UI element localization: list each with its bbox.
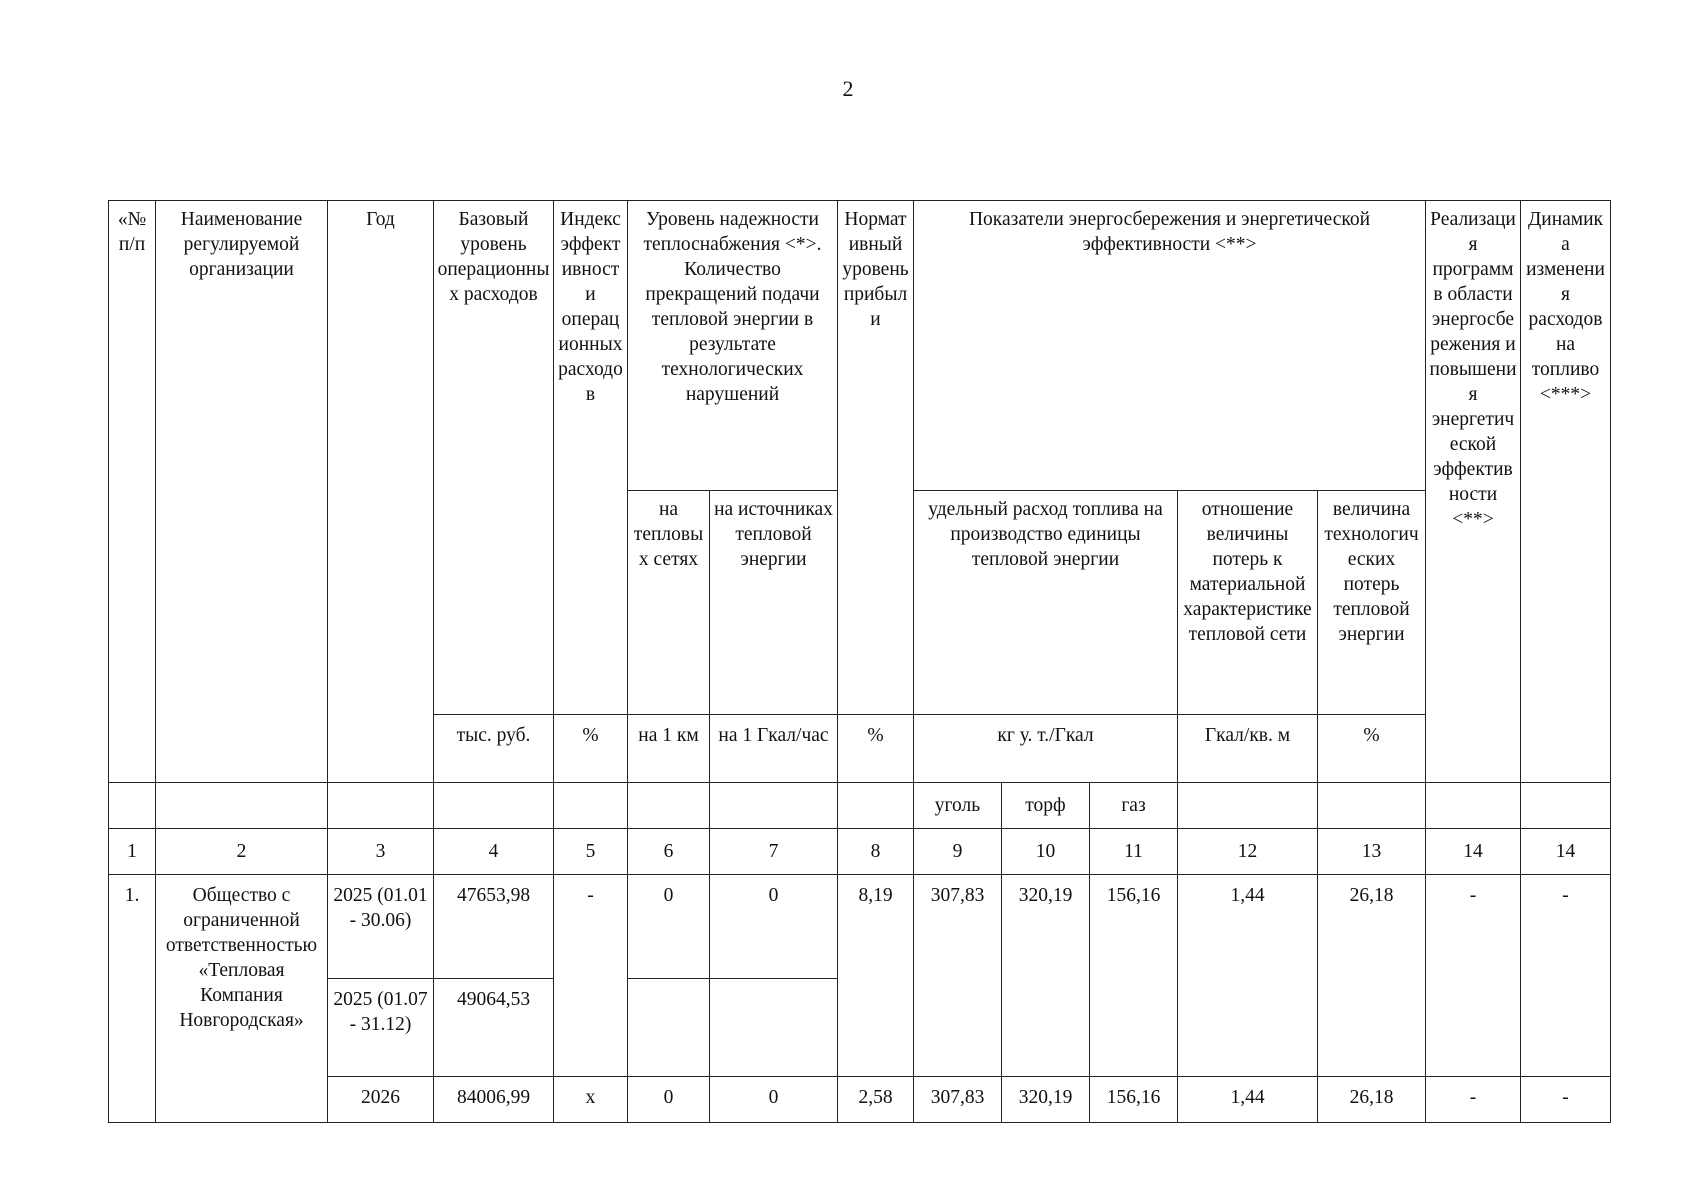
column-number: 6: [628, 829, 710, 875]
header-year: Год: [328, 201, 434, 783]
column-number: 8: [838, 829, 914, 875]
row-number: 1.: [109, 875, 156, 1123]
fuel-peat-2025: 320,19: [1002, 875, 1090, 1077]
column-number: 2: [156, 829, 328, 875]
header-energy-saving: Показатели энергосбережения и энергетической эффективности <**>: [914, 201, 1426, 491]
empty-cell: [1426, 783, 1521, 829]
empty-cell: [710, 783, 838, 829]
base-opex-2026: 84006,99: [434, 1077, 554, 1123]
empty-cell: [328, 783, 434, 829]
base-opex-period-2: 49064,53: [434, 979, 554, 1077]
empty-cell: [628, 979, 710, 1077]
header-row-number: «№ п/п: [109, 201, 156, 783]
fuel-dynamics-2026: -: [1521, 1077, 1611, 1123]
header-reliability-level: Уровень надежности теплоснабжения <*>. Количество прекращений подачи тепловой энергии в результате технологических нарушений: [628, 201, 838, 491]
unit-kg-fuel-per-gcal: кг у. т./Гкал: [914, 715, 1178, 783]
efficiency-index-2026: х: [554, 1077, 628, 1123]
column-number: 12: [1178, 829, 1318, 875]
header-energy-program: Реализация программ в области энергосбережения и повышения энергетической эффективности <**>: [1426, 201, 1521, 783]
efficiency-index-2025: -: [554, 875, 628, 1077]
header-fuel-dynamics: Динамика изменения расходов на топливо <***>: [1521, 201, 1611, 783]
header-base-opex: Базовый уровень операционных расходов: [434, 201, 554, 715]
interruptions-networks-2025: 0: [628, 875, 710, 979]
empty-cell: [1521, 783, 1611, 829]
fuel-coal-label: уголь: [914, 783, 1002, 829]
empty-cell: [838, 783, 914, 829]
loss-ratio-2025: 1,44: [1178, 875, 1318, 1077]
unit-thousand-rub: тыс. руб.: [434, 715, 554, 783]
empty-cell: [628, 783, 710, 829]
normative-profit-2026: 2,58: [838, 1077, 914, 1123]
technological-losses-2026: 26,18: [1318, 1077, 1426, 1123]
column-number: 11: [1090, 829, 1178, 875]
header-technological-losses: величина технологических потерь тепловой энергии: [1318, 491, 1426, 715]
organization-name: Общество с ограниченной ответственностью «Тепловая Компания Новгородская»: [156, 875, 328, 1123]
table-row: [109, 1077, 1611, 1123]
interruptions-sources-2025: 0: [710, 875, 838, 979]
header-on-heat-sources: на источниках тепловой энергии: [710, 491, 838, 715]
header-on-heat-networks: на тепловых сетях: [628, 491, 710, 715]
fuel-gas-label: газ: [1090, 783, 1178, 829]
column-number: 9: [914, 829, 1002, 875]
fuel-coal-2026: 307,83: [914, 1077, 1002, 1123]
interruptions-sources-2026: 0: [710, 1077, 838, 1123]
column-number: 1: [109, 829, 156, 875]
year-period-2: 2025 (01.07 - 31.12): [328, 979, 434, 1077]
header-specific-fuel-consumption: удельный расход топлива на производство единицы тепловой энергии: [914, 491, 1178, 715]
tariff-table-wrapper: [108, 200, 1611, 1123]
empty-cell: [156, 783, 328, 829]
page-number: 2: [842, 76, 854, 101]
tariff-parameters-table: [108, 200, 1611, 1123]
interruptions-networks-2026: 0: [628, 1077, 710, 1123]
base-opex-period-1: 47653,98: [434, 875, 554, 979]
normative-profit-2025: 8,19: [838, 875, 914, 1077]
column-numbers-row: [109, 829, 1611, 875]
column-number: 14: [1521, 829, 1611, 875]
column-number: 4: [434, 829, 554, 875]
column-number: 10: [1002, 829, 1090, 875]
energy-program-2026: -: [1426, 1077, 1521, 1123]
unit-percent-index: %: [554, 715, 628, 783]
technological-losses-2025: 26,18: [1318, 875, 1426, 1077]
header-efficiency-index: Индекс эффективности операционных расходов: [554, 201, 628, 715]
fuel-peat-2026: 320,19: [1002, 1077, 1090, 1123]
table-row: [109, 875, 1611, 979]
unit-percent-losses: %: [1318, 715, 1426, 783]
empty-cell: [109, 783, 156, 829]
fuel-gas-2026: 156,16: [1090, 1077, 1178, 1123]
column-number: 7: [710, 829, 838, 875]
column-number: 13: [1318, 829, 1426, 875]
unit-per-km: на 1 км: [628, 715, 710, 783]
empty-cell: [554, 783, 628, 829]
fuel-peat-label: торф: [1002, 783, 1090, 829]
empty-cell: [710, 979, 838, 1077]
empty-cell: [1178, 783, 1318, 829]
energy-program-2025: -: [1426, 875, 1521, 1077]
column-number: 5: [554, 829, 628, 875]
fuel-gas-2025: 156,16: [1090, 875, 1178, 1077]
loss-ratio-2026: 1,44: [1178, 1077, 1318, 1123]
empty-cell: [1318, 783, 1426, 829]
year-2026: 2026: [328, 1077, 434, 1123]
unit-gcal-per-sqm: Гкал/кв. м: [1178, 715, 1318, 783]
header-normative-profit: Нормативный уровень прибыли: [838, 201, 914, 715]
year-period-1: 2025 (01.01 - 30.06): [328, 875, 434, 979]
column-number: 3: [328, 829, 434, 875]
unit-per-gcal-hour: на 1 Гкал/час: [710, 715, 838, 783]
empty-cell: [434, 783, 554, 829]
column-number: 14: [1426, 829, 1521, 875]
header-loss-ratio: отношение величины потерь к материальной характеристике тепловой сети: [1178, 491, 1318, 715]
header-organization-name: Наименование регулируемой организации: [156, 201, 328, 783]
fuel-dynamics-2025: -: [1521, 875, 1611, 1077]
unit-percent-profit: %: [838, 715, 914, 783]
fuel-coal-2025: 307,83: [914, 875, 1002, 1077]
